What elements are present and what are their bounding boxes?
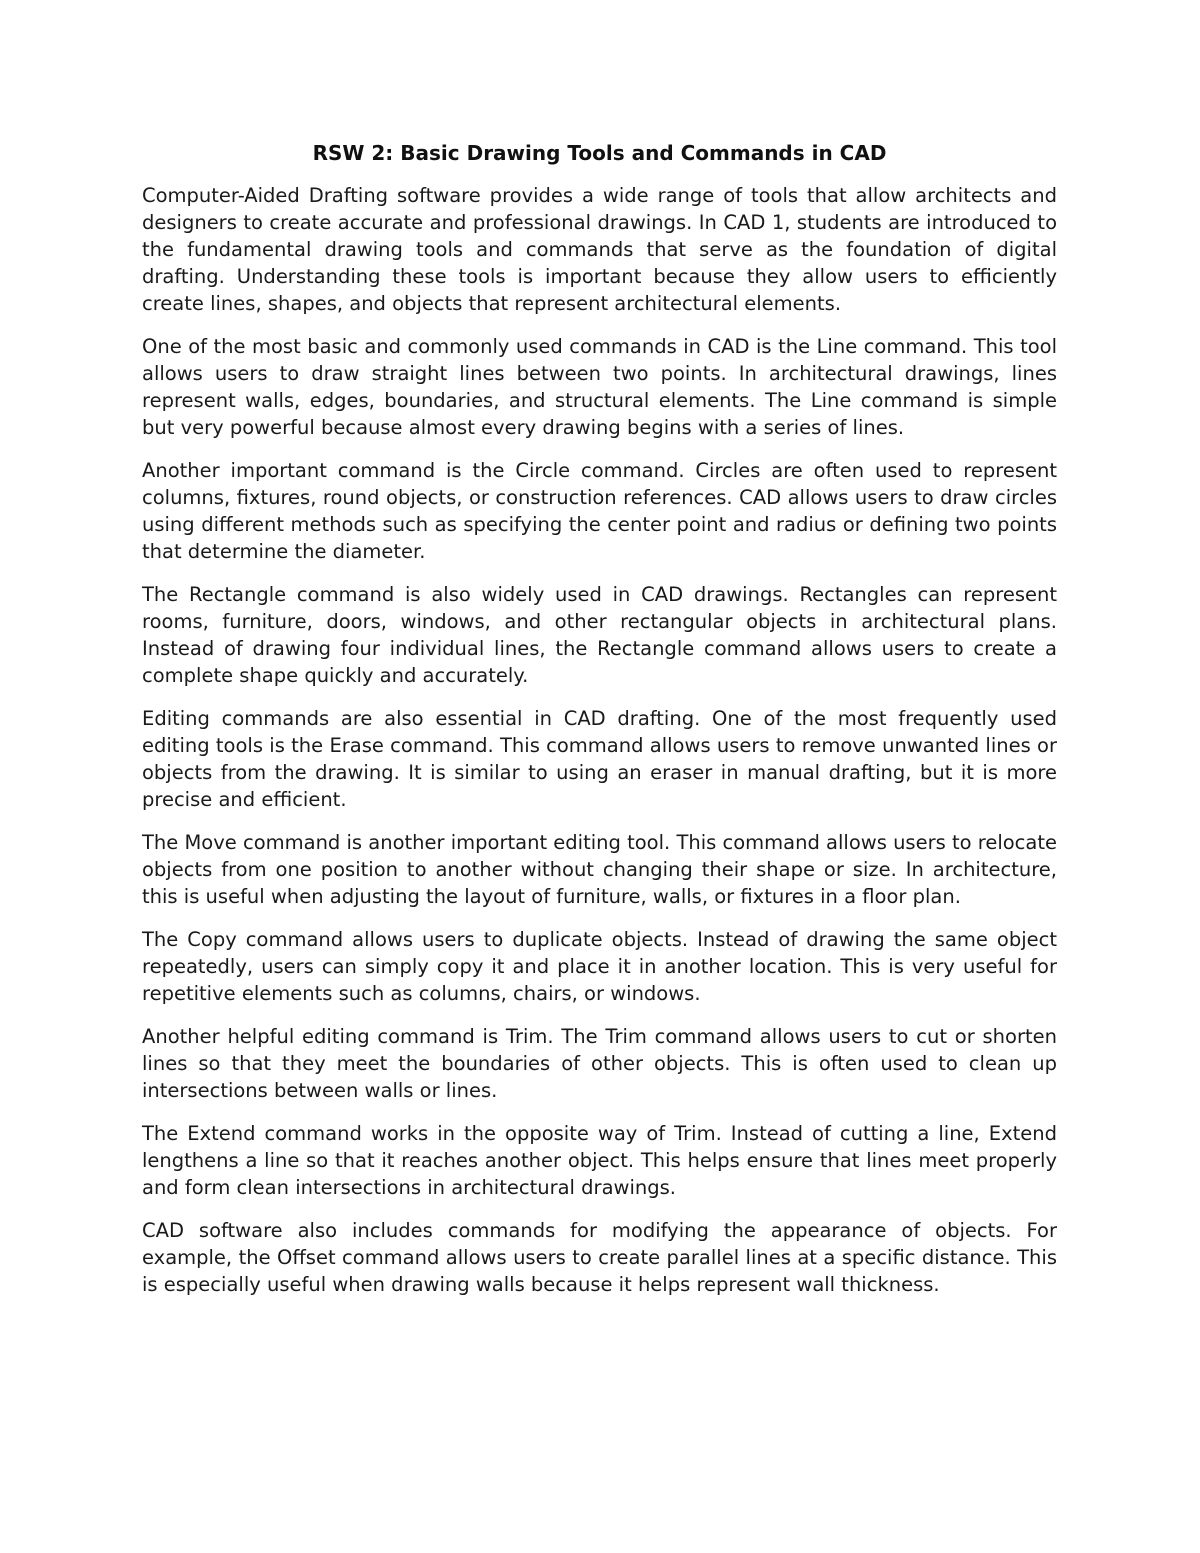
- paragraph-move-command: The Move command is another important editing tool. This command allows users to relocate objects from one position to another without changing their shape or size. In architecture, this is useful when adjusting the layout of furniture, walls, or fixtures in a floor plan.: [142, 831, 1057, 908]
- document-body: [142, 138, 1057, 1314]
- paragraph-intro: Computer-Aided Drafting software provides a wide range of tools that allow architects and designers to create accurate and professional drawings. In CAD 1, students are introduced to the fundamental drawing tools and commands that serve as the foundation of digital drafting. Understanding these tools is important because they allow users to efficiently create lines, shapes, and objects that represent architectural elements.: [142, 184, 1057, 315]
- paragraph-circle-command: Another important command is the Circle command. Circles are often used to represent columns, fixtures, round objects, or construction references. CAD allows users to draw circles using different methods such as specifying the center point and radius or defining two points that determine the diameter.: [142, 459, 1057, 563]
- paragraph-rectangle-command: The Rectangle command is also widely used in CAD drawings. Rectangles can represent rooms, furniture, doors, windows, and other rectangular objects in architectural plans. Instead of drawing four individual lines, the Rectangle command allows users to create a complete shape quickly and accurately.: [142, 583, 1057, 687]
- paragraph-trim-command: Another helpful editing command is Trim. The Trim command allows users to cut or shorten lines so that they meet the boundaries of other objects. This is often used to clean up intersections between walls or lines.: [142, 1025, 1057, 1102]
- paragraph-copy-command: The Copy command allows users to duplicate objects. Instead of drawing the same object repeatedly, users can simply copy it and place it in another location. This is very useful for repetitive elements such as columns, chairs, or windows.: [142, 928, 1057, 1005]
- paragraph-line-command: One of the most basic and commonly used commands in CAD is the Line command. This tool allows users to draw straight lines between two points. In architectural drawings, lines represent walls, edges, boundaries, and structural elements. The Line command is simple but very powerful because almost every drawing begins with a series of lines.: [142, 335, 1057, 439]
- paragraph-offset-command: CAD software also includes commands for modifying the appearance of objects. For example, the Offset command allows users to create parallel lines at a specific distance. This is especially useful when drawing walls because it helps represent wall thickness.: [142, 1219, 1057, 1296]
- paragraph-erase-command: Editing commands are also essential in CAD drafting. One of the most frequently used editing tools is the Erase command. This command allows users to remove unwanted lines or objects from the drawing. It is similar to using an eraser in manual drafting, but it is more precise and efficient.: [142, 707, 1057, 811]
- document-title: RSW 2: Basic Drawing Tools and Commands in CAD: [312, 141, 887, 165]
- paragraph-extend-command: The Extend command works in the opposite way of Trim. Instead of cutting a line, Extend lengthens a line so that it reaches another object. This helps ensure that lines meet properly and form clean intersections in architectural drawings.: [142, 1122, 1057, 1199]
